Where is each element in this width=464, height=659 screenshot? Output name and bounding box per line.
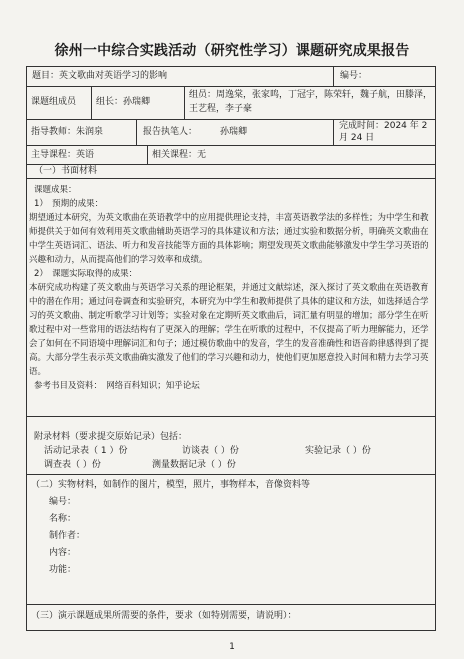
writer-name: 孙瑞卿 bbox=[220, 127, 248, 137]
attachment-interview-form: 访谈表（ ）份 bbox=[182, 446, 239, 456]
advisor-field: 指导教师：朱润泉 bbox=[31, 127, 104, 137]
attachment-survey-form: 调查表（ ）份 bbox=[44, 460, 101, 470]
main-course-field: 主导课程：英语 bbox=[31, 150, 95, 160]
row-divider bbox=[26, 416, 436, 417]
attachments-label: 附录材料（要求提交原始记录）包括： bbox=[34, 432, 188, 442]
members-field: 组员：周逸棠，张家鸣，丁冠宇，陈荣轩，魏子航，田滕泽，王艺程，李子豪 bbox=[189, 90, 433, 114]
section-presentation-requirements: （三）演示课题成果所需要的条件，要求（如特别需要，请说明）： bbox=[31, 611, 297, 621]
row-divider bbox=[26, 604, 436, 605]
related-course-field: 相关课程：无 bbox=[152, 150, 207, 160]
attachment-experiment-record: 实验记录（ ）份 bbox=[305, 446, 371, 456]
col-divider bbox=[136, 119, 137, 145]
actual-text: 本研究成功构建了英文歌曲与英语学习关系的理论框架，并通过文献综述，深入探讨了英文歌曲在英语教育中的潜在作用；通过问卷调查和实验研究，本研究为中学生和教师提供了具体的建议和方法，如选择适合学习的英文歌曲、制定听歌学习计划等；实验对象在定期听英文歌曲后，词汇量有明显的增加；部分学生在听歌过程中对一些常用的语法结构有了更深入的理解；学生在听歌的过程中，不仅提高了听力理解能力，还学会了如何在不同语境中理解词汇和句子；通过模仿歌曲中的发音，学生的发音准确性和语音韵律感得到了提高。大部分学生表示英文歌曲确实激发了他们的学习兴趣和动力，使他们更加愿意投入时间和精力去学习英语。 bbox=[29, 283, 429, 377]
page-number: 1 bbox=[229, 642, 235, 652]
completion-field: 完成时间：2024 年 2 月 24 日 bbox=[339, 121, 428, 143]
row-divider bbox=[26, 474, 436, 475]
attachment-measurement-record: 测量数据记录（ ）份 bbox=[152, 460, 236, 470]
col-divider bbox=[333, 119, 334, 145]
group-label: 课题组成员 bbox=[31, 97, 77, 107]
expected-heading: 1） 预期的成果： bbox=[34, 199, 104, 209]
row-divider bbox=[26, 178, 436, 179]
actual-heading: 2） 课题实际取得的成果： bbox=[34, 269, 138, 279]
col-divider bbox=[147, 145, 148, 164]
item-name-field: 名称： bbox=[49, 514, 77, 524]
results-block bbox=[29, 183, 433, 393]
attachment-activity-record: 活动记录表（ 1 ）份 bbox=[44, 446, 128, 456]
leader-field: 组长：孙瑞卿 bbox=[96, 97, 151, 107]
references-field: 参考书目及资料： 网络百科知识；知乎论坛 bbox=[34, 381, 200, 391]
row-divider bbox=[26, 145, 436, 146]
col-divider bbox=[91, 86, 92, 119]
topic-field: 题目：英文歌曲对英语学习的影响 bbox=[32, 71, 168, 81]
page-title: 徐州一中综合实践活动（研究性学习）课题研究成果报告 bbox=[54, 43, 410, 59]
expected-text: 期望通过本研究，为英文歌曲在英语教学中的应用提供理论支持，丰富英语教学法的多样性；为中学生和教师提供关于如何有效利用英文歌曲辅助英语学习的具体建议和方法；通过实验和数据分析，明确英文歌曲在中学生英语词汇、语法、听力和发音技能等方面的具体影响；期望发现英文歌曲能够激发中学生学习英语的兴趣和动力，从而提高他们的学习效率和成绩。 bbox=[29, 213, 429, 265]
item-maker-field: 制作者： bbox=[49, 531, 86, 541]
col-divider bbox=[333, 66, 334, 86]
number-field: 编号： bbox=[340, 71, 368, 81]
item-number-field: 编号： bbox=[49, 497, 77, 507]
row-divider bbox=[26, 86, 436, 87]
item-content-field: 内容： bbox=[49, 548, 77, 558]
item-function-field: 功能： bbox=[49, 565, 77, 575]
section-written-materials: （一）书面材料 bbox=[34, 166, 98, 176]
section-physical-materials: （二）实物材料，如制作的图片，模型，照片，事物样本，音像资料等 bbox=[31, 480, 311, 490]
col-divider bbox=[184, 86, 185, 119]
writer-label: 报告执笔人： bbox=[143, 127, 198, 137]
results-label: 课题成果： bbox=[34, 185, 77, 195]
